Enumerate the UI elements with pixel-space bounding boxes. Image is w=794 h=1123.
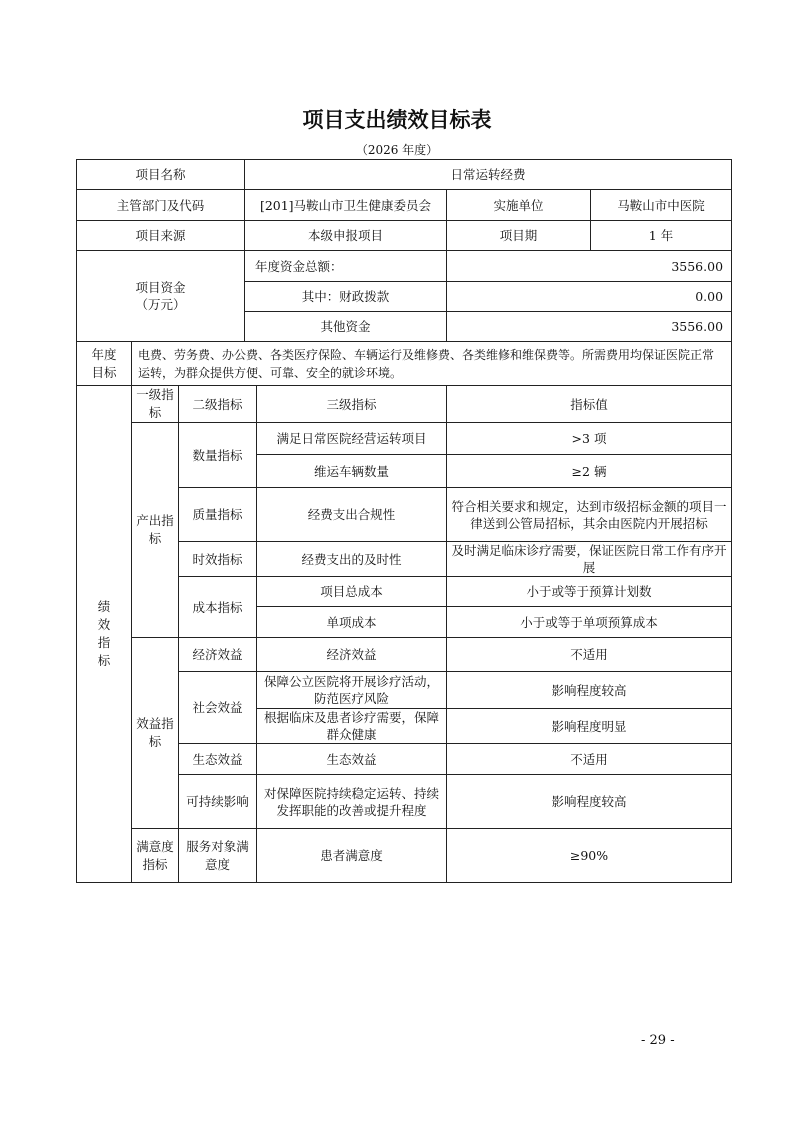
header-l1: 一级指标	[132, 386, 179, 423]
header-l3: 三级指标	[257, 386, 447, 423]
value-cell: 不适用	[447, 638, 732, 672]
l3-cell: 经济效益	[257, 638, 447, 672]
period-value: 1 年	[591, 221, 732, 251]
header-value: 指标值	[447, 386, 732, 423]
project-info-table	[76, 159, 732, 342]
l2-cell: 服务对象满意度	[179, 829, 257, 883]
l2-cell: 可持续影响	[179, 775, 257, 829]
label-fund	[77, 251, 245, 342]
label-perf: 绩效指标	[77, 386, 132, 883]
l3-cell: 满足日常医院经营运转项目	[257, 423, 447, 455]
year-subtitle: （2026 年度）	[355, 143, 439, 157]
l3-cell: 经费支出的及时性	[257, 542, 447, 577]
label-benefit: 效益指标	[132, 638, 179, 829]
header-l2: 二级指标	[179, 386, 257, 423]
source-value: 本级申报项目	[245, 221, 447, 251]
l3-cell: 单项成本	[257, 607, 447, 638]
page-number: - 29 -	[641, 1033, 675, 1048]
label-satisfaction: 满意度指标	[132, 829, 179, 883]
l2-cell: 成本指标	[179, 577, 257, 638]
label-fiscal: 其中：财政拨款	[245, 282, 447, 312]
value-cell: 影响程度较高	[447, 672, 732, 709]
fiscal-value: 0.00	[447, 282, 732, 312]
other-value: 3556.00	[447, 312, 732, 342]
l3-cell: 维运车辆数量	[257, 455, 447, 488]
value-cell: 影响程度明显	[447, 709, 732, 744]
l3-cell: 经费支出合规性	[257, 488, 447, 542]
value-cell: ≥90%	[447, 829, 732, 883]
label-output: 产出指标	[132, 423, 179, 638]
value-cell: 影响程度较高	[447, 775, 732, 829]
l2-cell: 生态效益	[179, 744, 257, 775]
label-other: 其他资金	[245, 312, 447, 342]
l2-cell: 经济效益	[179, 638, 257, 672]
fund-label: 项目资金	[135, 280, 186, 295]
l3-cell: 保障公立医院将开展诊疗活动，防范医疗风险	[257, 672, 447, 709]
l3-cell: 生态效益	[257, 744, 447, 775]
label-total: 年度资金总额：	[245, 251, 447, 282]
total-value: 3556.00	[447, 251, 732, 282]
fund-unit: （万元）	[135, 297, 186, 312]
value-cell: 及时满足临床诊疗需要，保证医院日常工作有序开展	[447, 542, 732, 577]
value-cell: >3 项	[447, 423, 732, 455]
project-name: 日常运转经费	[245, 160, 732, 190]
l2-cell: 时效指标	[179, 542, 257, 577]
label-period: 项目期	[447, 221, 591, 251]
l2-cell: 质量指标	[179, 488, 257, 542]
l2-cell: 数量指标	[179, 423, 257, 488]
page-title: 项目支出绩效目标表	[302, 108, 492, 132]
l3-cell: 项目总成本	[257, 577, 447, 607]
value-cell: ≥2 辆	[447, 455, 732, 488]
label-source: 项目来源	[77, 221, 245, 251]
l3-cell: 对保障医院持续稳定运转、持续发挥职能的改善或提升程度	[257, 775, 447, 829]
value-cell: 不适用	[447, 744, 732, 775]
value-cell: 小于或等于单项预算成本	[447, 607, 732, 638]
label-dept: 主管部门及代码	[77, 190, 245, 221]
dept-value: [201]马鞍山市卫生健康委员会	[245, 190, 447, 221]
goal-label-2: 目标	[91, 364, 117, 380]
l3-cell: 根据临床及患者诊疗需要，保障群众健康	[257, 709, 447, 744]
goal-text: 电费、劳务费、办公费、各类医疗保险、车辆运行及维修费、各类维修和维保费等。所需费用均保证医院正常运转，为群众提供方便、可靠、安全的就诊环境。	[132, 342, 732, 386]
label-impl: 实施单位	[447, 190, 591, 221]
performance-table	[76, 385, 732, 883]
goal-label-1: 年度	[91, 346, 117, 362]
annual-goal-table	[76, 341, 732, 386]
value-cell: 符合相关要求和规定，达到市级招标金额的项目一律送到公管局招标，其余由医院内开展招标	[447, 488, 732, 542]
label-goal	[77, 342, 132, 386]
l2-cell: 社会效益	[179, 672, 257, 744]
value-cell: 小于或等于预算计划数	[447, 577, 732, 607]
label-project-name: 项目名称	[77, 160, 245, 190]
l3-cell: 患者满意度	[257, 829, 447, 883]
impl-value: 马鞍山市中医院	[591, 190, 732, 221]
